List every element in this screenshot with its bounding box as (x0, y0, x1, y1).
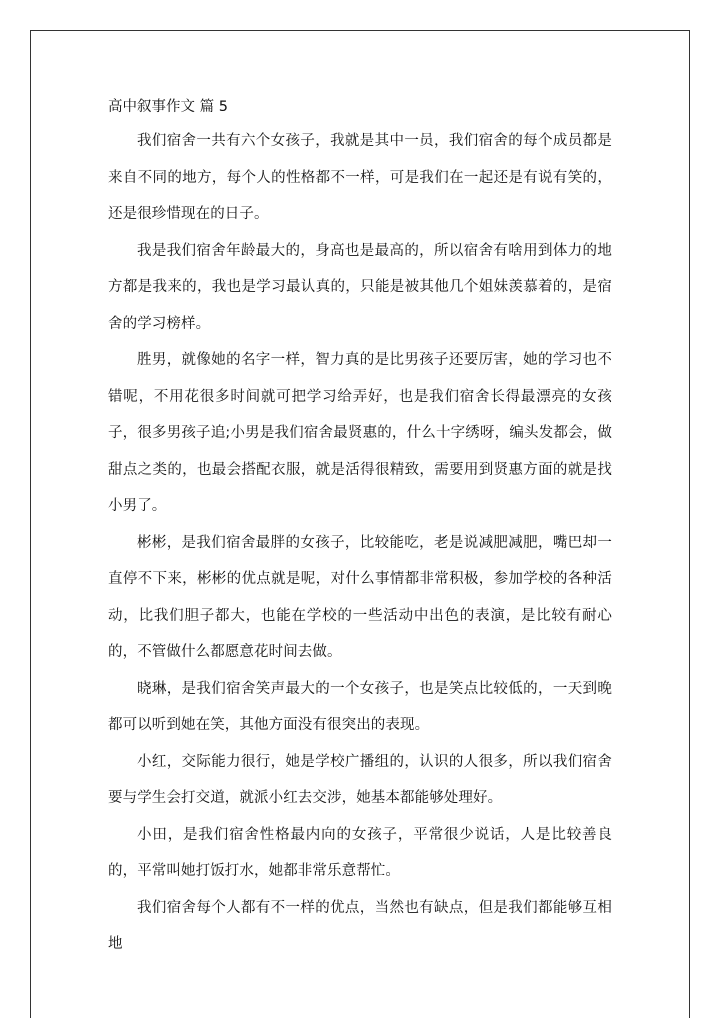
paragraph-1: 我们宿舍一共有六个女孩子，我就是其中一员，我们宿舍的每个成员都是来自不同的地方，每个人的性格都不一样，可是我们在一起还是有说有笑的，还是很珍惜现在的日子。 (108, 133, 612, 222)
paragraph-3: 胜男，就像她的名字一样，智力真的是比男孩子还要厉害，她的学习也不错呢，不用花很多时间就可把学习给弄好，也是我们宿舍长得最漂亮的女孩子，很多男孩子追;小男是我们宿舍最贤惠的，什么十字绣呀，编头发都会，做甜点之类的，也最会搭配衣服，就是活得很精致，需要用到贤惠方面的就是找小男了。 (108, 352, 612, 514)
paragraph-8: 我们宿舍每个人都有不一样的优点，当然也有缺点，但是我们都能够互相地 (108, 899, 612, 952)
document-body (108, 94, 612, 963)
paragraph-4: 彬彬，是我们宿舍最胖的女孩子，比较能吃，老是说减肥减肥，嘴巴却一直停不下来，彬彬的优点就是呢，对什么事情都非常积极，参加学校的各种活动，比我们胆子都大，也能在学校的一些活动中出色的表演，是比较有耐心的，不管做什么都愿意花时间去做。 (108, 534, 612, 660)
document-title: 高中叙事作文 篇 5 (108, 99, 228, 115)
paragraph-2: 我是我们宿舍年龄最大的，身高也是最高的，所以宿舍有啥用到体力的地方都是我来的，我也是学习最认真的，只能是被其他几个姐妹羡慕着的，是宿舍的学习榜样。 (108, 242, 612, 332)
paragraph-5: 晓琳，是我们宿舍笑声最大的一个女孩子，也是笑点比较低的，一天到晚都可以听到她在笑，其他方面没有很突出的表现。 (108, 680, 612, 733)
paragraph-6: 小红，交际能力很行，她是学校广播组的，认识的人很多，所以我们宿舍要与学生会打交道，就派小红去交涉，她基本都能够处理好。 (108, 753, 612, 806)
paragraph-7: 小田，是我们宿舍性格最内向的女孩子，平常很少说话，人是比较善良的，平常叫她打饭打水，她都非常乐意帮忙。 (108, 826, 612, 879)
